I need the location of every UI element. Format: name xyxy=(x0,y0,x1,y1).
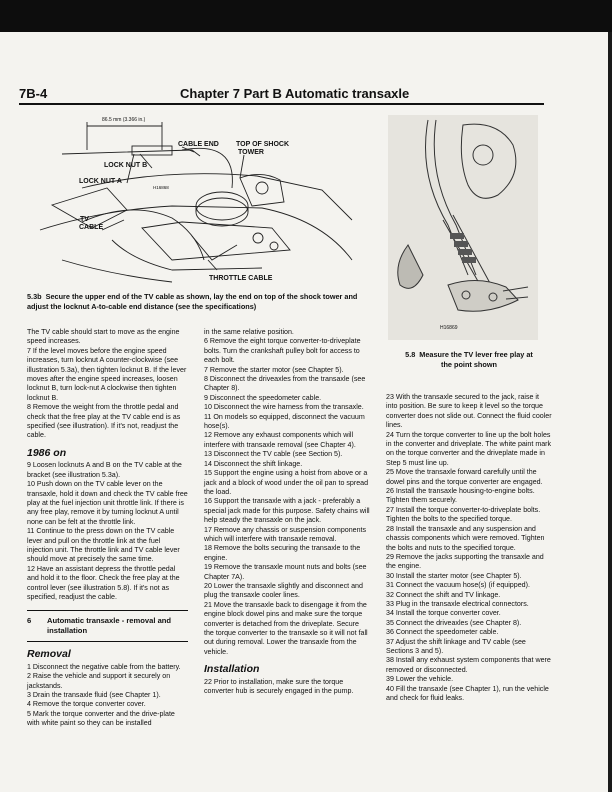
tower-label: TOWER xyxy=(238,149,264,156)
paragraph: 7 Remove the starter motor (see Chapter 5). xyxy=(204,365,344,374)
figure2-ref: H16869 xyxy=(440,325,458,331)
paragraph: 17 Remove any chassis or suspension components which will interfere with transaxle removal. xyxy=(204,525,367,543)
header-rule xyxy=(19,103,544,105)
dimension-label: 86.5 mm (3.366 in.) xyxy=(102,117,146,123)
paragraph: 39 Lower the vehicle. xyxy=(386,675,454,684)
top-of-shock-label: TOP OF SHOCK xyxy=(236,141,290,148)
paragraph: 10 Disconnect the wire harness from the transaxle. xyxy=(204,403,364,412)
paragraph: 20 Lower the transaxle slightly and disconnect and plug the transaxle cooler lines. xyxy=(204,581,363,600)
figure-tv-cable-illustration xyxy=(22,110,367,290)
paragraph: 12 Remove any exhaust components which will interfere with transaxle removal (see Chapter 4). xyxy=(204,431,356,449)
paragraph: 37 Adjust the shift linkage and TV cable (see Sections 3 and 5). xyxy=(386,637,526,655)
paragraph: The TV cable should start to move as the engine speed increases. xyxy=(27,328,180,346)
paragraph: 3 Drain the transaxle fluid (see Chapter 1). xyxy=(27,691,161,699)
paragraph: 36 Connect the speedometer cable. xyxy=(386,628,499,637)
lock-nut-a-label: LOCK NUT A xyxy=(79,178,122,185)
cable-end-label: CABLE END xyxy=(178,141,219,148)
page-number: 7B-4 xyxy=(19,86,48,101)
paragraph: 7 If the level moves before the engine speed increases, turn locknut A counter-clockwise (see illustration 5.3a), then tighten locknut B. If the lever moves after the engine speed increases, loosen locknut B, turn lock-nut A clockwise then tighten locknut B. xyxy=(27,346,187,402)
figure1-caption-label: 5.3b xyxy=(27,292,42,301)
text-column-3 xyxy=(386,393,552,703)
paragraph: 38 Install any exhaust system components that were removed or disconnected. xyxy=(386,656,551,674)
paragraph: 30 Install the starter motor (see Chapter 5). xyxy=(386,571,522,580)
paragraph: 29 Remove the jacks supporting the transaxle and the engine. xyxy=(386,552,544,571)
text-column-1 xyxy=(27,328,188,729)
paragraph: 9 Loosen locknuts A and B on the TV cable at the bracket (see illustration 5.3a). xyxy=(27,461,182,479)
paragraph: 21 Move the transaxle back to disengage it from the engine block dowel pins and make sure the torque converter is detached from the driveplate. Secure the torque converter to the transaxle so it will not fall out during removal. Lower the transaxle from the vehicle. xyxy=(204,600,368,656)
paragraph: 31 Connect the vacuum hose(s) (if equipped). xyxy=(386,581,530,590)
paragraph: 22 Prior to installation, make sure the torque converter hub is securely engaged in the pump. xyxy=(204,677,354,696)
paragraph: 2 Raise the vehicle and support it securely on jackstands. xyxy=(27,672,171,690)
lock-nut-b-label: LOCK NUT B xyxy=(104,162,148,169)
throttle-cable-label: THROTTLE CABLE xyxy=(209,275,273,282)
paragraph: 9 Disconnect the speedometer cable. xyxy=(204,393,322,402)
section-heading xyxy=(27,610,188,642)
paragraph: 28 Install the transaxle and any suspension and chassis components which were removed. Tighten the bolts and nuts to the specified torque. xyxy=(386,524,545,552)
paragraph: 40 Fill the transaxle (see Chapter 1), run the vehicle and check for fluid leaks. xyxy=(386,684,549,702)
figure1-caption-text: Secure the upper end of the TV cable as shown, lay the end on top of the shock tower and adjust the locknut A-to-cable end distance (see the specifications) xyxy=(27,292,358,311)
paragraph: 26 Install the transaxle housing-to-engine bolts. Tighten them securely. xyxy=(386,487,535,505)
paragraph: 18 Remove the bolts securing the transaxle to the engine. xyxy=(204,544,361,562)
paragraph: 6 Remove the eight torque converter-to-driveplate bolts. Turn the crankshaft pulley bolt for access to each bolt. xyxy=(204,337,361,365)
paragraph: 11 Continue to the press down on the TV cable lever and pull on the throttle link at the fuel injection unit. The throttle link and TV cable lever should move at precisely the same time. xyxy=(27,527,180,564)
paragraph: 13 Disconnect the TV cable (see Section 5). xyxy=(204,450,343,459)
paragraph: 4 Remove the torque converter cover. xyxy=(27,700,146,709)
figure2-caption xyxy=(399,350,539,370)
paragraph: 15 Support the engine using a hoist from above or a jack and a block of wood under the oil pan to spread the load. xyxy=(204,469,369,496)
paragraph: 32 Connect the shift and TV linkage. xyxy=(386,590,501,599)
subheading-removal: Removal xyxy=(27,648,71,661)
paragraph: 23 With the transaxle secured to the jack, raise it into position. Be sure to keep it level so the torque converter does not slide out. Connect the fluid cooler lines. xyxy=(386,393,552,430)
subheading-1986-on: 1986 on xyxy=(27,446,67,459)
paragraph: 1 Disconnect the negative cable from the battery. xyxy=(27,662,181,671)
figure1-ref: H16868 xyxy=(153,185,169,190)
paragraph: 34 Install the torque converter cover. xyxy=(386,609,501,618)
paragraph: 8 Disconnect the driveaxles from the transaxle (see Chapter 8). xyxy=(204,375,366,393)
paragraph: 14 Disconnect the shift linkage. xyxy=(204,459,303,468)
figure2-caption-label: 5.8 xyxy=(405,350,416,359)
paragraph: 35 Connect the driveaxles (see Chapter 8). xyxy=(386,618,522,627)
paragraph: 12 Have an assistant depress the throttle pedal and hold it to the floor. Check the free play at the control lever (see illustration 5.8). If it's not as specified, readjust the cable. xyxy=(27,564,180,601)
text-column-2 xyxy=(204,328,370,696)
paragraph: 11 On models so equipped, disconnect the vacuum hose(s). xyxy=(204,412,365,431)
paragraph: 27 Install the torque converter-to-driveplate bolts. Tighten the bolts to the specified torque. xyxy=(386,505,541,524)
tv-label: TV xyxy=(80,216,89,223)
section-title: Automatic transaxle - removal and installation xyxy=(47,616,172,636)
cable-label: CABLE xyxy=(79,224,104,231)
figure-tv-lever-photo xyxy=(388,115,538,340)
figure1-caption xyxy=(27,292,367,312)
paragraph: 5 Mark the torque converter and the drive-plate with white paint so they can be installed xyxy=(27,709,175,728)
paragraph: 16 Support the transaxle with a jack - preferably a special jack made for this purpose. Safety chains will help steady the transaxle on the jack. xyxy=(204,497,370,525)
paragraph: in the same relative position. xyxy=(204,328,294,336)
paragraph: 33 Plug in the transaxle electrical connectors. xyxy=(386,599,529,608)
subheading-installation: Installation xyxy=(204,663,260,676)
chapter-title: Chapter 7 Part B Automatic transaxle xyxy=(180,86,410,101)
paragraph: 8 Remove the weight from the throttle pedal and check that the free play at the TV cable end is as specified (see illustration). If it's not, readjust the cable. xyxy=(27,403,181,440)
paragraph: 25 Move the transaxle forward carefully until the dowel pins and the torque converter are engaged. xyxy=(386,468,543,486)
section-number: 6 xyxy=(27,616,32,626)
paragraph: 10 Push down on the TV cable lever on the transaxle, hold it down and check the TV cable free play at the fuel injection unit throttle link. If there is any free play, remove it by turning locknut A until none can be felt at the throttle link. xyxy=(27,480,188,526)
paragraph: 19 Remove the transaxle mount nuts and bolts (see Chapter 7A). xyxy=(204,563,367,581)
figure2-caption-text: Measure the TV lever free play at the point shown xyxy=(419,350,533,369)
scan-top-band xyxy=(0,0,612,32)
paragraph: 24 Turn the torque converter to line up the bolt holes in the converter and driveplate. The white paint mark on the torque converter and the driveplate made in Step 5 must line up. xyxy=(386,430,552,467)
